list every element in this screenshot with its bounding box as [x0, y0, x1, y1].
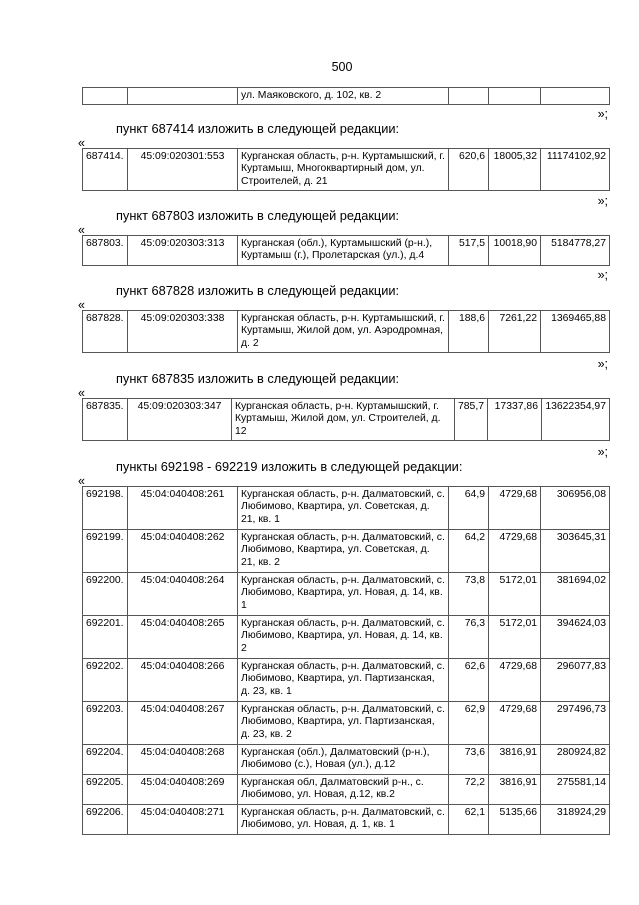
cell-num: 692198. — [83, 487, 128, 530]
cell-num: 692202. — [83, 659, 128, 702]
cell-address: Курганская область, р-н. Далматовский, с. Любимово, Квартира, ул. Партизанская, д. 23, кв. 2 — [238, 702, 449, 745]
table-section-687414 — [82, 148, 610, 191]
cell-value: 11174102,92 — [541, 149, 610, 191]
cell-num: 692204. — [83, 745, 128, 775]
section-heading: пункт 687414 изложить в следующей редакции: — [116, 121, 400, 136]
closing-quote: »; — [597, 357, 608, 371]
cell-cadastral — [128, 88, 238, 105]
cell-cadastral: 45:04:040408:264 — [128, 573, 238, 616]
cell-num: 692201. — [83, 616, 128, 659]
cell-area: 62,6 — [449, 659, 489, 702]
table-row — [83, 659, 610, 702]
cell-area: 73,6 — [449, 745, 489, 775]
cell-value: 297496,73 — [541, 702, 610, 745]
section-heading: пункт 687835 изложить в следующей редакции: — [116, 371, 400, 386]
table-row — [83, 149, 610, 191]
cell-area: 188,6 — [449, 311, 489, 353]
closing-quote: »; — [597, 194, 608, 208]
cell-rate: 10018,90 — [489, 236, 541, 266]
cell-cadastral: 45:09:020303:338 — [128, 311, 238, 353]
table-continuation — [82, 87, 610, 105]
section-heading: пункт 687803 изложить в следующей редакции: — [116, 208, 400, 223]
cell-area: 62,1 — [449, 805, 489, 835]
table-row — [83, 805, 610, 835]
cell-area: 517,5 — [449, 236, 489, 266]
table-section-687835 — [82, 398, 610, 441]
closing-quote: »; — [597, 445, 608, 459]
table-row — [83, 616, 610, 659]
cell-rate: 4729,68 — [489, 487, 541, 530]
cell-num: 692205. — [83, 775, 128, 805]
cell-area: 62,9 — [449, 702, 489, 745]
cell-rate — [489, 88, 541, 105]
table-row — [83, 88, 610, 105]
cell-area: 76,3 — [449, 616, 489, 659]
cell-rate: 3816,91 — [489, 775, 541, 805]
cell-value: 5184778,27 — [541, 236, 610, 266]
table-row — [83, 573, 610, 616]
cell-value: 394624,03 — [541, 616, 610, 659]
opening-quote: « — [78, 223, 85, 237]
cell-rate: 5135,66 — [489, 805, 541, 835]
cell-cadastral: 45:09:020303:347 — [128, 399, 232, 441]
cell-value — [541, 88, 610, 105]
cell-rate: 4729,68 — [489, 702, 541, 745]
table-section-692198-692219 — [82, 486, 610, 835]
cell-address: Курганская область, р-н. Далматовский, с. Любимово, Квартира, ул. Партизанская, д. 23, кв. 1 — [238, 659, 449, 702]
cell-address: Курганская (обл.), Далматовский (р-н.), Любимово (с.), Новая (ул.), д.12 — [238, 745, 449, 775]
cell-value: 275581,14 — [541, 775, 610, 805]
cell-area: 64,9 — [449, 487, 489, 530]
cell-rate: 18005,32 — [489, 149, 541, 191]
page-number: 500 — [331, 60, 353, 74]
cell-address: Курганская область, р-н. Далматовский, с. Любимово, Квартира, ул. Советская, д. 21, кв. 1 — [238, 487, 449, 530]
cell-rate: 7261,22 — [489, 311, 541, 353]
cell-rate: 17337,86 — [488, 399, 542, 441]
opening-quote: « — [78, 136, 85, 150]
cell-num: 692203. — [83, 702, 128, 745]
table-row — [83, 702, 610, 745]
cell-cadastral: 45:09:020303:313 — [128, 236, 238, 266]
cell-cadastral: 45:04:040408:261 — [128, 487, 238, 530]
table-row — [83, 399, 610, 441]
cell-address: Курганская область, р-н. Куртамышский, г. Куртамыш, Жилой дом, ул. Строителей, д. 12 — [232, 399, 455, 441]
cell-cadastral: 45:04:040408:265 — [128, 616, 238, 659]
table-section-687828 — [82, 310, 610, 353]
section-heading: пункт 687828 изложить в следующей редакции: — [116, 283, 400, 298]
closing-quote: »; — [597, 107, 608, 121]
table-row — [83, 236, 610, 266]
cell-address: Курганская область, р-н. Куртамышский, г. Куртамыш, Многоквартирный дом, ул. Строителей, д. 21 — [238, 149, 449, 191]
cell-area: 72,2 — [449, 775, 489, 805]
cell-rate: 4729,68 — [489, 530, 541, 573]
cell-rate: 5172,01 — [489, 616, 541, 659]
cell-address: Курганская область, р-н. Далматовский, с. Любимово, ул. Новая, д. 1, кв. 1 — [238, 805, 449, 835]
cell-value: 296077,83 — [541, 659, 610, 702]
cell-cadastral: 45:04:040408:268 — [128, 745, 238, 775]
cell-cadastral: 45:04:040408:266 — [128, 659, 238, 702]
cell-num: 687835. — [83, 399, 128, 441]
cell-area: 785,7 — [455, 399, 488, 441]
cell-value: 381694,02 — [541, 573, 610, 616]
opening-quote: « — [78, 474, 85, 488]
cell-cadastral: 45:09:020301:553 — [128, 149, 238, 191]
cell-cadastral: 45:04:040408:269 — [128, 775, 238, 805]
opening-quote: « — [78, 298, 85, 312]
cell-area — [449, 88, 489, 105]
cell-rate: 3816,91 — [489, 745, 541, 775]
cell-address: Курганская (обл.), Куртамышский (р-н.), Куртамыш (г.), Пролетарская (ул.), д.4 — [238, 236, 449, 266]
cell-rate: 5172,01 — [489, 573, 541, 616]
cell-address: Курганская область, р-н. Куртамышский, г. Куртамыш, Жилой дом, ул. Аэродромная, д. 2 — [238, 311, 449, 353]
cell-num: 687414. — [83, 149, 128, 191]
cell-cadastral: 45:04:040408:262 — [128, 530, 238, 573]
table-row — [83, 487, 610, 530]
cell-num: 692199. — [83, 530, 128, 573]
table-row — [83, 775, 610, 805]
cell-area: 64,2 — [449, 530, 489, 573]
cell-cadastral: 45:04:040408:271 — [128, 805, 238, 835]
cell-address: Курганская область, р-н. Далматовский, с. Любимово, Квартира, ул. Новая, д. 14, кв. 1 — [238, 573, 449, 616]
cell-value: 306956,08 — [541, 487, 610, 530]
cell-area: 73,8 — [449, 573, 489, 616]
cell-rate: 4729,68 — [489, 659, 541, 702]
cell-value: 318924,29 — [541, 805, 610, 835]
cell-num: 692200. — [83, 573, 128, 616]
cell-area: 620,6 — [449, 149, 489, 191]
cell-address: ул. Маяковского, д. 102, кв. 2 — [238, 88, 449, 105]
cell-num: 687828. — [83, 311, 128, 353]
cell-value: 280924,82 — [541, 745, 610, 775]
table-section-687803 — [82, 235, 610, 266]
cell-address: Курганская обл, Далматовский р-н., с. Любимово, ул. Новая, д.12, кв.2 — [238, 775, 449, 805]
closing-quote: »; — [597, 268, 608, 282]
cell-num: 692206. — [83, 805, 128, 835]
cell-num — [83, 88, 128, 105]
opening-quote: « — [78, 386, 85, 400]
table-row — [83, 530, 610, 573]
cell-value: 13622354,97 — [542, 399, 610, 441]
table-row — [83, 311, 610, 353]
cell-value: 1369465,88 — [541, 311, 610, 353]
cell-cadastral: 45:04:040408:267 — [128, 702, 238, 745]
cell-address: Курганская область, р-н. Далматовский, с. Любимово, Квартира, ул. Новая, д. 14, кв. 2 — [238, 616, 449, 659]
cell-value: 303645,31 — [541, 530, 610, 573]
table-row — [83, 745, 610, 775]
cell-address: Курганская область, р-н. Далматовский, с. Любимово, Квартира, ул. Советская, д. 21, кв. 2 — [238, 530, 449, 573]
cell-num: 687803. — [83, 236, 128, 266]
section-heading: пункты 692198 - 692219 изложить в следующей редакции: — [116, 459, 463, 474]
